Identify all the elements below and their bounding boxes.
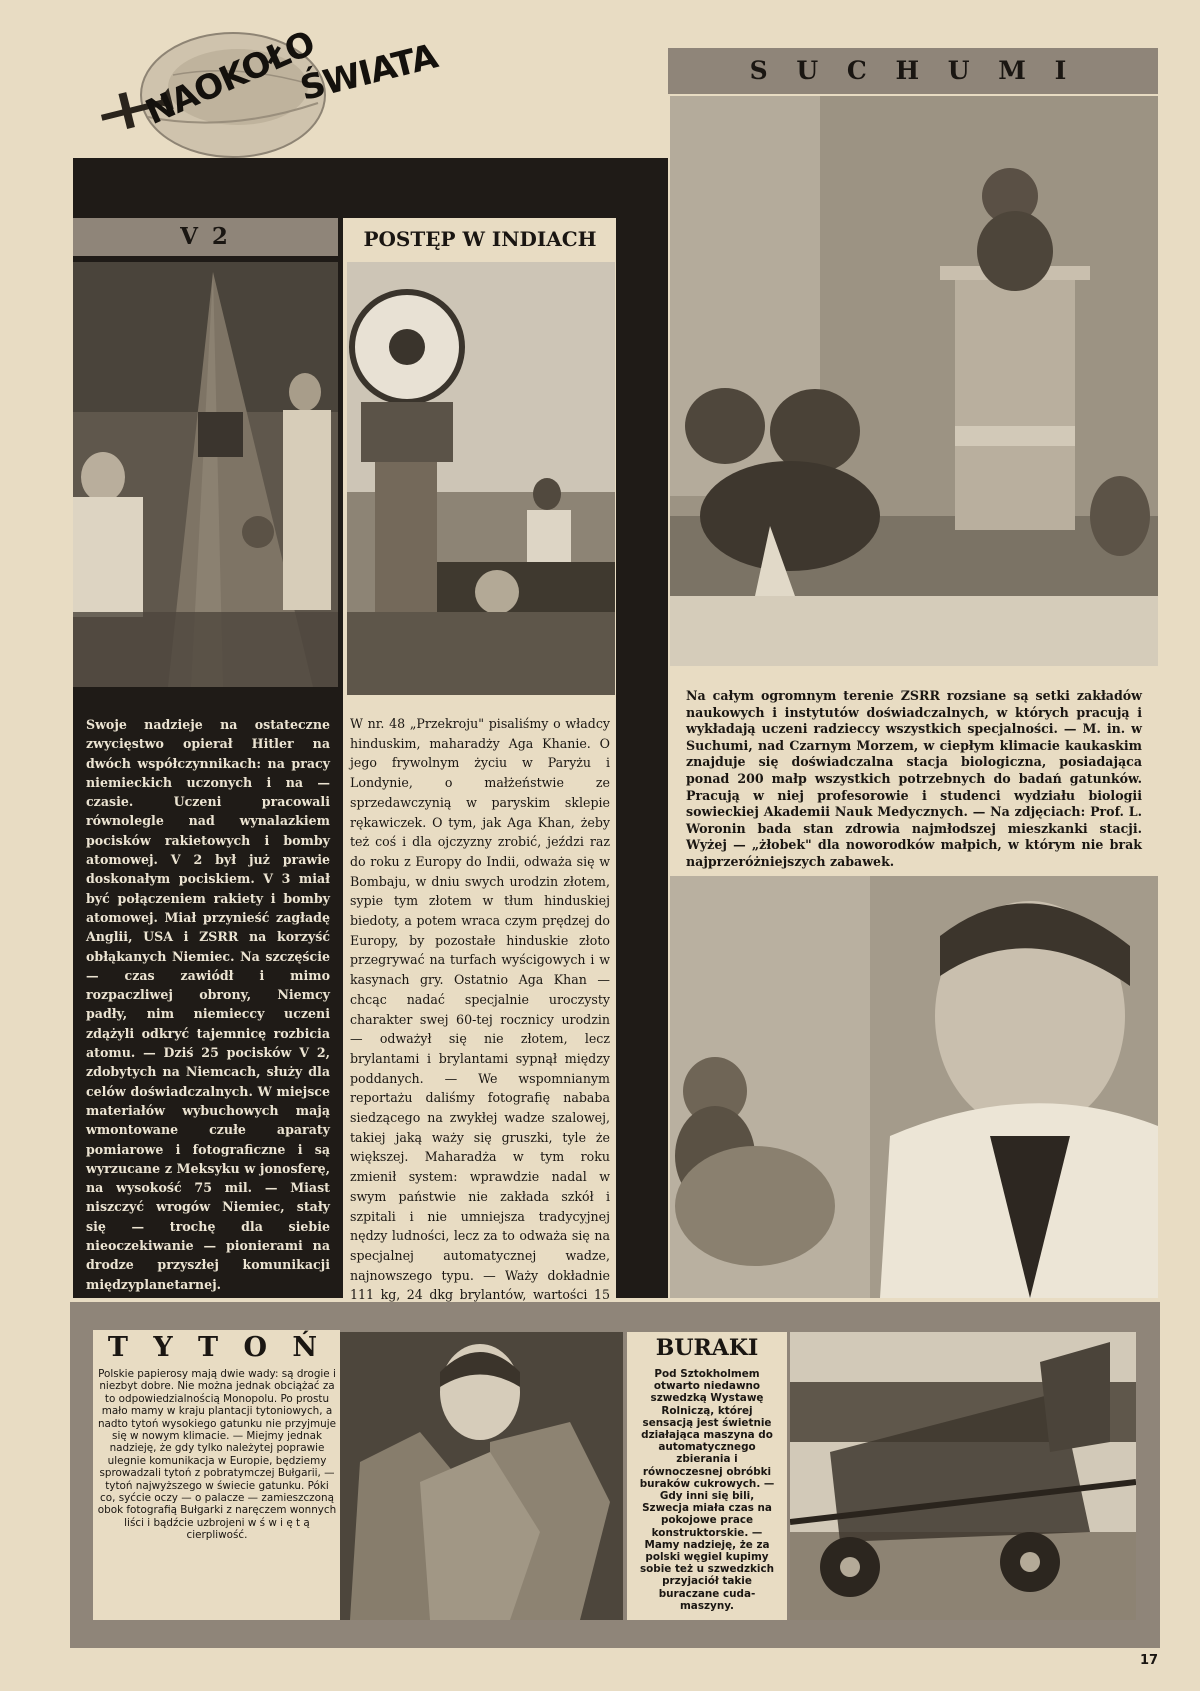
v2-article-text: Swoje nadzieje na ostateczne zwycięstwo opierał Hitler na dwóch współczynnikach: na pracy niemieckich uczonych i na — czasie. Uczeni pracowali równolegle nad wynalazkiem pocisków rakietowych i bomby atomowej. V 2 był już prawie doskonałym pociskiem. V 3 miał być połączeniem rakiety i bomby atomowej. Miał przynieść zagładę Anglii, USA i ZSRR na korzyść obłąkanych Niemiec. Na szczęście — czas zawiódł i mimo rozpaczliwej obrony, Niemcy padły, nim niemieccy uczeni zdążyli odkryć tajemnicę rozbicia atomu. — Dziś 25 pocisków V 2, zdobytych na Niemcach, służy dla celów doświadczalnych. W miejsce materiałów wybuchowych mają wmontowane czułe aparaty pomiarowe i fotograficzne i są wyrzucane z Meksyku w jonosferę, na wysokość 75 mil. — Miast niszczyć wrogów Niemiec, stały się — trochę dla siebie nieoczekiwanie — pionierami na drodze przyszłej komunikacji międzyplanetarnej.	[86, 717, 330, 1292]
v2-heading	[73, 218, 338, 256]
tyton-article-text: Polskie papierosy mają dwie wady: są drogie i niezbyt dobre. Nie można jednak obciążać za to odpowiedzialnością Monopolu. Po prostu mało mamy w kraju plantacji tytoniowych, a nadto tytoń wysokiego gatunku nie przyjmuje się w nowym klimacie. — Miejmy jednak nadzieję, że gdy tylko należytej poprawie ulegnie komunikacja w Europie, będziemy sprowadzali tytoń z pobratymczej Bułgarii, — tytoń najwyższego w świecie gatunku. Póki co, syćcie oczy — o palacze — zamieszczoną obok fotografią Bułgarki z naręczem wonnych liści i bądźcie uzbrojeni w ś w i ę t ą cierpliwość.	[97, 1368, 337, 1542]
page-number: 17	[1140, 1653, 1159, 1668]
india-title: POSTĘP W INDIACH	[363, 227, 597, 251]
tyton-title: T Y T O Ń	[107, 1332, 326, 1363]
header-logo	[78, 23, 442, 160]
tyton-woman-photo	[340, 1332, 623, 1620]
india-article-text: W nr. 48 „Przekroju" pisaliśmy o władcy hinduskim, maharadży Aga Khanie. O jego frywolnym życiu w Paryżu i Londynie, o małżeństwie ze sprzedawczynią w paryskim sklepie rękawiczek. O tym, jak Aga Khan, żeby też coś i dla ojczyzny zrobić, jeździ raz do roku z Europy do Indii, odważa się w Bombaju, w dniu swych urodzin złotem, sypie tym złotem w tłum hinduskiej biedoty, a potem wraca czym prędzej do Europy, by pozostałe hinduskie złoto przegrywać na turfach wyścigowych i w kasynach gry. Ostatnio Aga Khan — chcąc nadać specjalnie uroczysty charakter swej 60-tej rocznicy urodzin — odważył się nie złotem, lecz brylantami i brylantami sypnął między poddanych. — We wspomnianym reportażu daliśmy fotografię nababa siedzącego na zwykłej wadze szalowej, takiej jaką waży się gruszki, tyle że większej. Maharadża w tym roku zmienił system: wprawdzie nadal w swym państwie nie zakłada szkół i szpitali i nie umniejsza tradycyjnej nędzy ludności, lecz za to odważa się na specjalnej automatycznej wadze, najnowszego typu. — Waży dokładnie 111 kg, 24 dkg brylantów, wartości 15	[350, 716, 610, 1303]
buraki-article-text: Pod Sztokholmem otwarto niedawno szwedzką Wystawę Rolniczą, której sensacją jest świetnie działająca maszyna do automatycznego zbierania i równoczesnej obróbki buraków cukrowych. — Gdy inni się bili, Szwecja miała czas na pokojowe prace konstruktorskie. — Mamy nadzieję, że za polski węgiel kupimy sobie też u szwedzkich przyjaciół takie buraczane cuda-maszyny.	[639, 1368, 775, 1612]
logo-word-naokolo: NAOKOŁO	[139, 23, 321, 134]
buraki-title: BURAKI	[655, 1335, 759, 1361]
buraki-machine-photo	[790, 1332, 1136, 1620]
suchumi-title: S U C H U M I	[749, 56, 1077, 85]
suchumi-heading	[668, 48, 1158, 94]
india-heading	[345, 220, 615, 258]
v2-rocket-photo	[73, 262, 338, 687]
logo-word-swiata: ŚWIATA	[296, 36, 442, 109]
india-scale-photo	[347, 262, 615, 695]
suchumi-article-text: Na całym ogromnym terenie ZSRR rozsiane są setki zakładów naukowych i instytutów doświadczalnych, w których pracują i wykładają uczeni radzieccy wszystkich specjalności. — M. in. w Suchumi, nad Czarnym Morzem, w ciepłym klimacie kaukaskim znajduje się doświadczalna stacja biologiczna, posiadająca ponad 200 małp wszystkich potrzebnych do badań gatunków. Pracują w niej profesorowie i studenci wydziału biologii sowieckiej Akademii Nauk Medycznych. — Na zdjęciach: Prof. L. Woronin bada stan zdrowia najmłodszej mieszkanki stacji. Wyżej — „żłobek" dla noworodków małpich, w którym nie brak najprzeróżniejszych zabawek.	[686, 688, 1142, 869]
suchumi-monkeys-photo	[670, 96, 1158, 666]
v2-title: V 2	[180, 223, 231, 250]
suchumi-professor-photo	[670, 876, 1158, 1298]
